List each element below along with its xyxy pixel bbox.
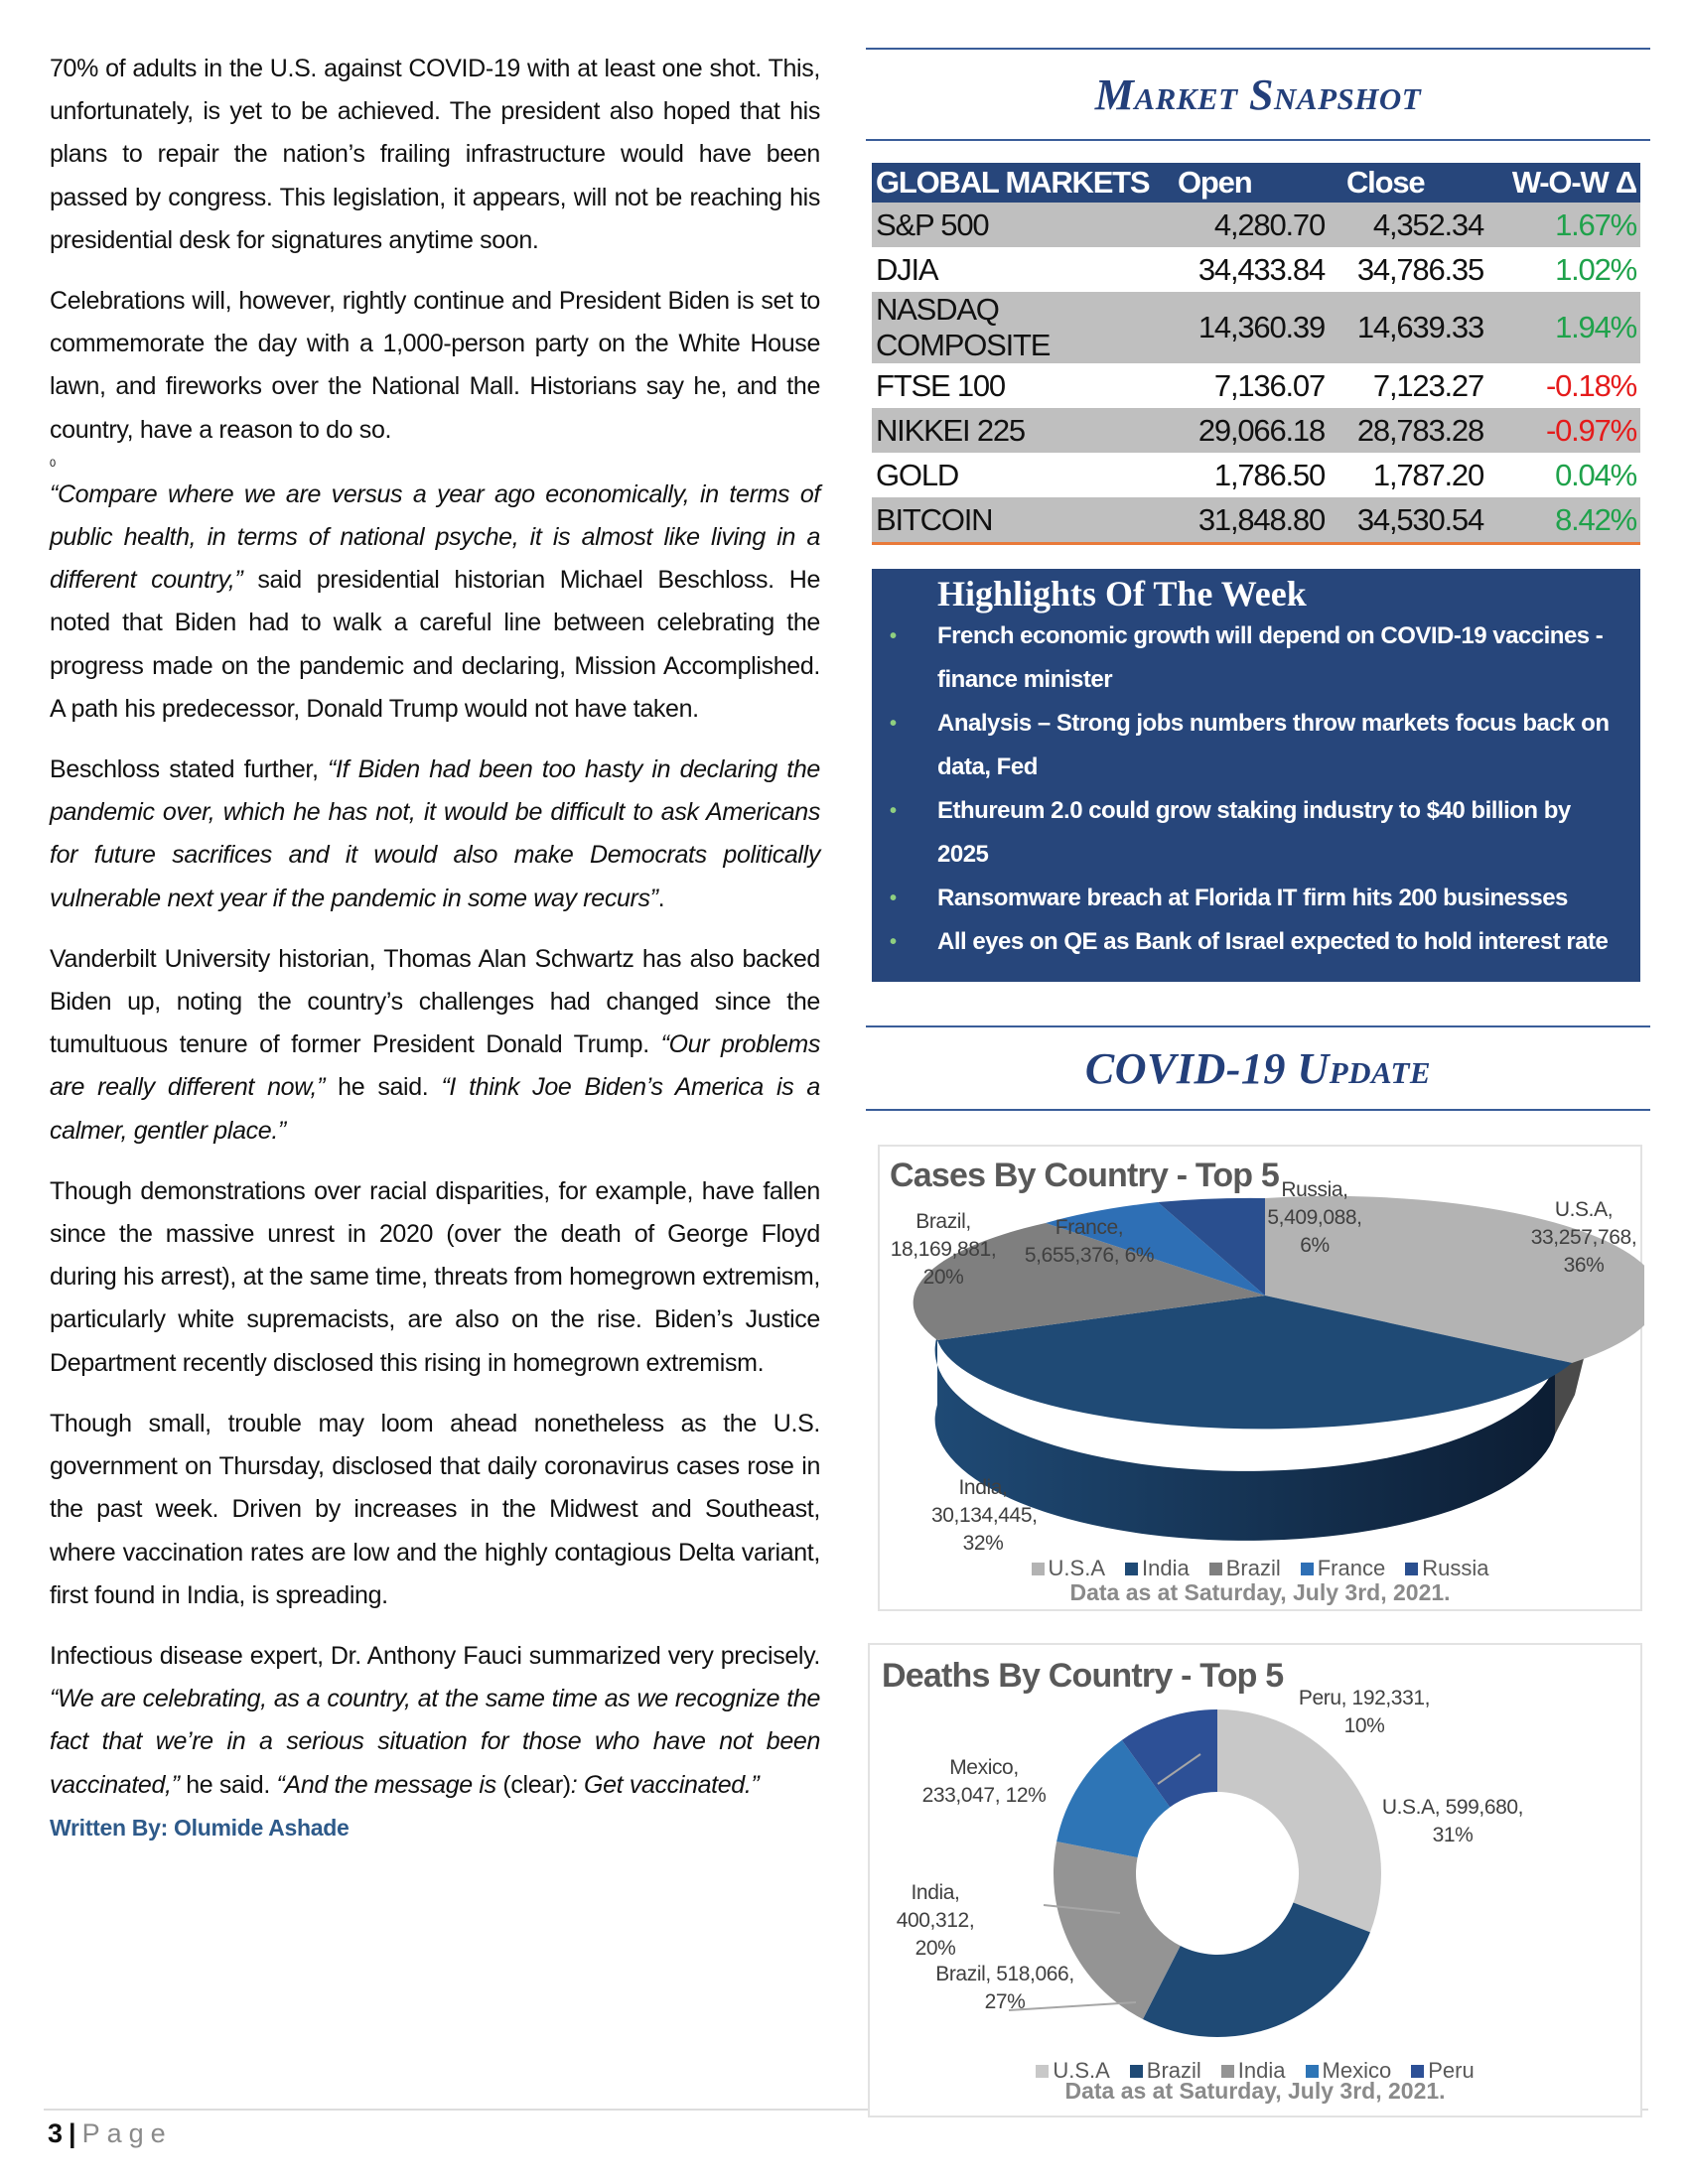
page-label: Page (81, 2118, 173, 2148)
wow-change: 1.02% (1555, 251, 1636, 287)
body-text: Though demonstrations over racial disparities, for example, have fallen since the massive unrest in 2020 (over the death of George Floyd during his arrest), at the same time, threats from homegrown extremism, particularly white supremacists, are also on the rise. Biden’s Justice Department recently disclosed this rising in homegrown extremism. (50, 1176, 820, 1377)
legend-label: France (1317, 1556, 1386, 1580)
section-divider (866, 1109, 1650, 1111)
legend-item (1032, 1556, 1105, 1581)
market-table-header (872, 163, 1640, 203)
market-name: BITCOIN (872, 497, 1160, 542)
close-value: 7,123.27 (1372, 367, 1483, 403)
footnote-marker: 0 (50, 457, 57, 470)
legend-item (1209, 1556, 1281, 1581)
market-name: GOLD (876, 457, 959, 492)
legend-label: India (1237, 2058, 1286, 2083)
legend-item (1405, 1556, 1488, 1581)
quote-text: “And the message is (276, 1770, 496, 1799)
highlight-item (872, 789, 1640, 877)
legend-item (1125, 1556, 1190, 1581)
market-name: FTSE 100 (876, 367, 1005, 403)
highlights-box (872, 569, 1640, 982)
market-row (872, 203, 1640, 247)
sidebar-column (866, 48, 1650, 2117)
column-header-market: GLOBAL MARKETS (872, 163, 1160, 203)
article-paragraph (50, 938, 820, 1153)
chart-title: Cases By Country - Top 5 (890, 1157, 1280, 1194)
highlight-text: Ransomware breach at Florida IT firm hits 200 businesses (937, 885, 1568, 911)
close-value: 34,786.35 (1356, 251, 1483, 287)
data-label-usa: U.S.A, 599,680, 31% (1381, 1796, 1524, 1846)
body-text: . (657, 884, 665, 912)
cases-by-country-chart (878, 1145, 1642, 1611)
open-value: 1,786.50 (1213, 457, 1325, 492)
wow-change: 8.42% (1487, 497, 1640, 542)
covid-update-title: COVID-19 Update (1084, 1043, 1432, 1093)
highlight-text: All eyes on QE as Bank of Israel expected to hold interest rate (937, 928, 1609, 955)
data-label-usa: U.S.A, 33,257,768, 36% (1530, 1198, 1637, 1277)
close-value: 14,639.33 (1329, 292, 1487, 363)
legend-label: Peru (1428, 2058, 1475, 2083)
article-paragraph (50, 1635, 820, 1807)
legend-swatch-icon (1130, 2065, 1143, 2078)
bullet-icon: • (890, 713, 897, 735)
open-value: 14,360.39 (1160, 292, 1329, 363)
page-number: 3 (48, 2118, 64, 2148)
market-table (872, 163, 1640, 542)
body-text: Beschloss stated further, (50, 755, 329, 784)
market-name: NASDAQ COMPOSITE (872, 292, 1160, 363)
legend-swatch-icon (1036, 2065, 1049, 2078)
wow-change: 1.94% (1487, 292, 1640, 363)
body-text: Infectious disease expert, Dr. Anthony Fauci summarized very precisely. (50, 1641, 820, 1670)
article-paragraph (50, 1403, 820, 1617)
open-value: 7,136.07 (1213, 367, 1325, 403)
body-text: Though small, trouble may loom ahead nonetheless as the U.S. government on Thursday, disclosed that daily coronavirus cases rose in the past week. Driven by increases in the Midwest and Southeast, where vaccination rates are low and the highly contagious Delta variant, first found in India, is spreading. (50, 1409, 820, 1609)
footer-separator: | (69, 2118, 76, 2148)
legend-swatch-icon (1221, 2065, 1234, 2078)
data-label-brazil: Brazil, 518,066, 27% (935, 1963, 1074, 2013)
wow-change: 0.04% (1555, 457, 1636, 492)
quote-text: “I think Joe Biden’s America is a calmer, gentler place.” (50, 1073, 820, 1145)
highlights-title: Highlights Of The Week (937, 574, 1307, 614)
table-bottom-rule (872, 542, 1640, 545)
market-row (872, 408, 1640, 453)
body-text: he said. (179, 1770, 277, 1799)
body-text: (clear) (495, 1770, 571, 1799)
legend-label: India (1142, 1556, 1190, 1580)
quote-text: “We are celebrating, as a country, at the same time as we recognize the fact that we’re in a serious situation for those who have not been vaccinated,” (50, 1685, 820, 1799)
close-value: 34,530.54 (1329, 497, 1487, 542)
section-divider (866, 139, 1650, 141)
article-paragraph (50, 749, 820, 920)
legend-label: Brazil (1146, 2058, 1201, 2083)
body-text: Vanderbilt University historian, Thomas Alan Schwartz has also backed Biden up, noting the country’s challenges had changed since the tumultuous tenure of former President Donald Trump. (50, 944, 820, 1059)
highlight-item (872, 877, 1640, 920)
legend-label: U.S.A (1048, 1556, 1105, 1580)
market-row (872, 497, 1640, 542)
data-label-mexico: Mexico, 233,047, 12% (921, 1756, 1047, 1807)
legend-swatch-icon (1405, 1563, 1418, 1575)
legend-swatch-icon (1125, 1563, 1138, 1575)
market-row (872, 247, 1640, 292)
legend-swatch-icon (1411, 2065, 1424, 2078)
article-paragraph (50, 1170, 820, 1385)
doughnut-slice (1143, 1902, 1370, 2037)
body-text: said presidential historian Michael Beschloss. He noted that Biden had to walk a careful line between celebrating the progress made on the pandemic and declaring, Mission Accomplished. A path his predecessor, Donald Trump would not have taken. (50, 566, 820, 723)
highlight-item (872, 614, 1640, 702)
data-label-peru: Peru, 192,331, 10% (1298, 1687, 1431, 1737)
legend-label: U.S.A (1053, 2058, 1110, 2083)
legend-swatch-icon (1301, 1563, 1314, 1575)
column-header-wow: W-O-W Δ (1487, 163, 1640, 203)
market-snapshot-title: Market Snapshot (1094, 69, 1422, 119)
body-text: 70% of adults in the U.S. against COVID-19 with at least one shot. This, unfortunately, is yet to be achieved. The president also hoped that his plans to repair the nation’s frailing infrastructure would have been passed by congress. This legislation, it appears, will not be reaching his presidential desk for signatures anytime soon. (50, 55, 820, 254)
body-text: Celebrations will, however, rightly continue and President Biden is set to commemorate the day with a 1,000-person party on the White House lawn, and fireworks over the National Mall. Historians say he, and the country, have a reason to do so. (50, 287, 820, 444)
quote-text: “If Biden had been too hasty in declaring the pandemic over, which he has not, it would be difficult to ask Americans for future sacrifices and it would also make Democrats politically vulnerable next year if the pandemic in some way recurs” (50, 755, 820, 912)
highlight-text: French economic growth will depend on COVID-19 vaccines -finance minister (937, 622, 1604, 693)
wow-change: -0.97% (1487, 408, 1640, 453)
column-header-close: Close (1329, 163, 1487, 203)
market-name: S&P 500 (872, 203, 1160, 247)
chart-legend (880, 1556, 1640, 1581)
highlight-text: Analysis – Strong jobs numbers throw markets focus back on data, Fed (937, 710, 1610, 780)
quote-text: “Compare where we are versus a year ago economically, in terms of public health, in terms of national psyche, it is almost like living in a different country,” (50, 479, 820, 595)
chart-data-note: Data as at Saturday, July 3rd, 2021. (1064, 2078, 1446, 2104)
page-number-footer (48, 2118, 173, 2149)
market-name: NIKKEI 225 (872, 408, 1160, 453)
highlight-item (872, 702, 1640, 789)
market-name: DJIA (876, 251, 938, 287)
open-value: 29,066.18 (1160, 408, 1329, 453)
market-row (872, 363, 1640, 408)
open-value: 4,280.70 (1160, 203, 1329, 247)
highlight-item (872, 920, 1640, 964)
data-label-india: India, 30,134,445, 32% (931, 1476, 1038, 1555)
quote-text: “Our problems are really different now,” (50, 1030, 821, 1102)
chart-data-note: Data as at Saturday, July 3rd, 2021. (1069, 1579, 1451, 1605)
legend-swatch-icon (1032, 1563, 1045, 1575)
close-value: 28,783.28 (1329, 408, 1487, 453)
deaths-by-country-chart (868, 1643, 1642, 2117)
legend-label: Mexico (1322, 2058, 1392, 2083)
quote-text: : Get vaccinated.” (570, 1770, 760, 1799)
open-value: 34,433.84 (1197, 251, 1325, 287)
doughnut-slice (1217, 1709, 1381, 1932)
bullet-icon: • (890, 887, 897, 909)
legend-swatch-icon (1209, 1563, 1222, 1575)
article-paragraph (50, 280, 820, 452)
wow-change: 1.67% (1487, 203, 1640, 247)
bullet-icon: • (890, 931, 897, 953)
data-label-russia: Russia, 5,409,088, 6% (1267, 1178, 1362, 1257)
open-value: 31,848.80 (1160, 497, 1329, 542)
close-value: 1,787.20 (1372, 457, 1483, 492)
legend-label: Brazil (1225, 1556, 1281, 1580)
close-value: 4,352.34 (1329, 203, 1487, 247)
bullet-icon: • (890, 800, 897, 822)
chart-title: Deaths By Country - Top 5 (882, 1657, 1284, 1695)
body-text: he said. (325, 1073, 442, 1102)
article-column (50, 48, 820, 1842)
column-header-open: Open (1160, 163, 1329, 203)
bullet-icon: • (890, 625, 897, 647)
data-label-brazil: Brazil, 18,169,881, 20% (890, 1210, 997, 1289)
data-label-india: India, 400,312, 20% (896, 1881, 975, 1960)
legend-item (1301, 1556, 1385, 1581)
wow-change: -0.18% (1545, 367, 1636, 403)
author-byline: Written By: Olumide Ashade (50, 1814, 350, 1841)
article-paragraph (50, 48, 820, 262)
highlight-text: Ethureum 2.0 could grow staking industry to $40 billion by 2025 (937, 797, 1571, 868)
legend-label: Russia (1422, 1556, 1489, 1580)
legend-swatch-icon (1306, 2065, 1319, 2078)
market-row (872, 292, 1640, 363)
market-row (872, 453, 1640, 497)
data-label-france: France, 5,655,376, 6% (1024, 1216, 1155, 1267)
article-paragraph (50, 474, 820, 731)
